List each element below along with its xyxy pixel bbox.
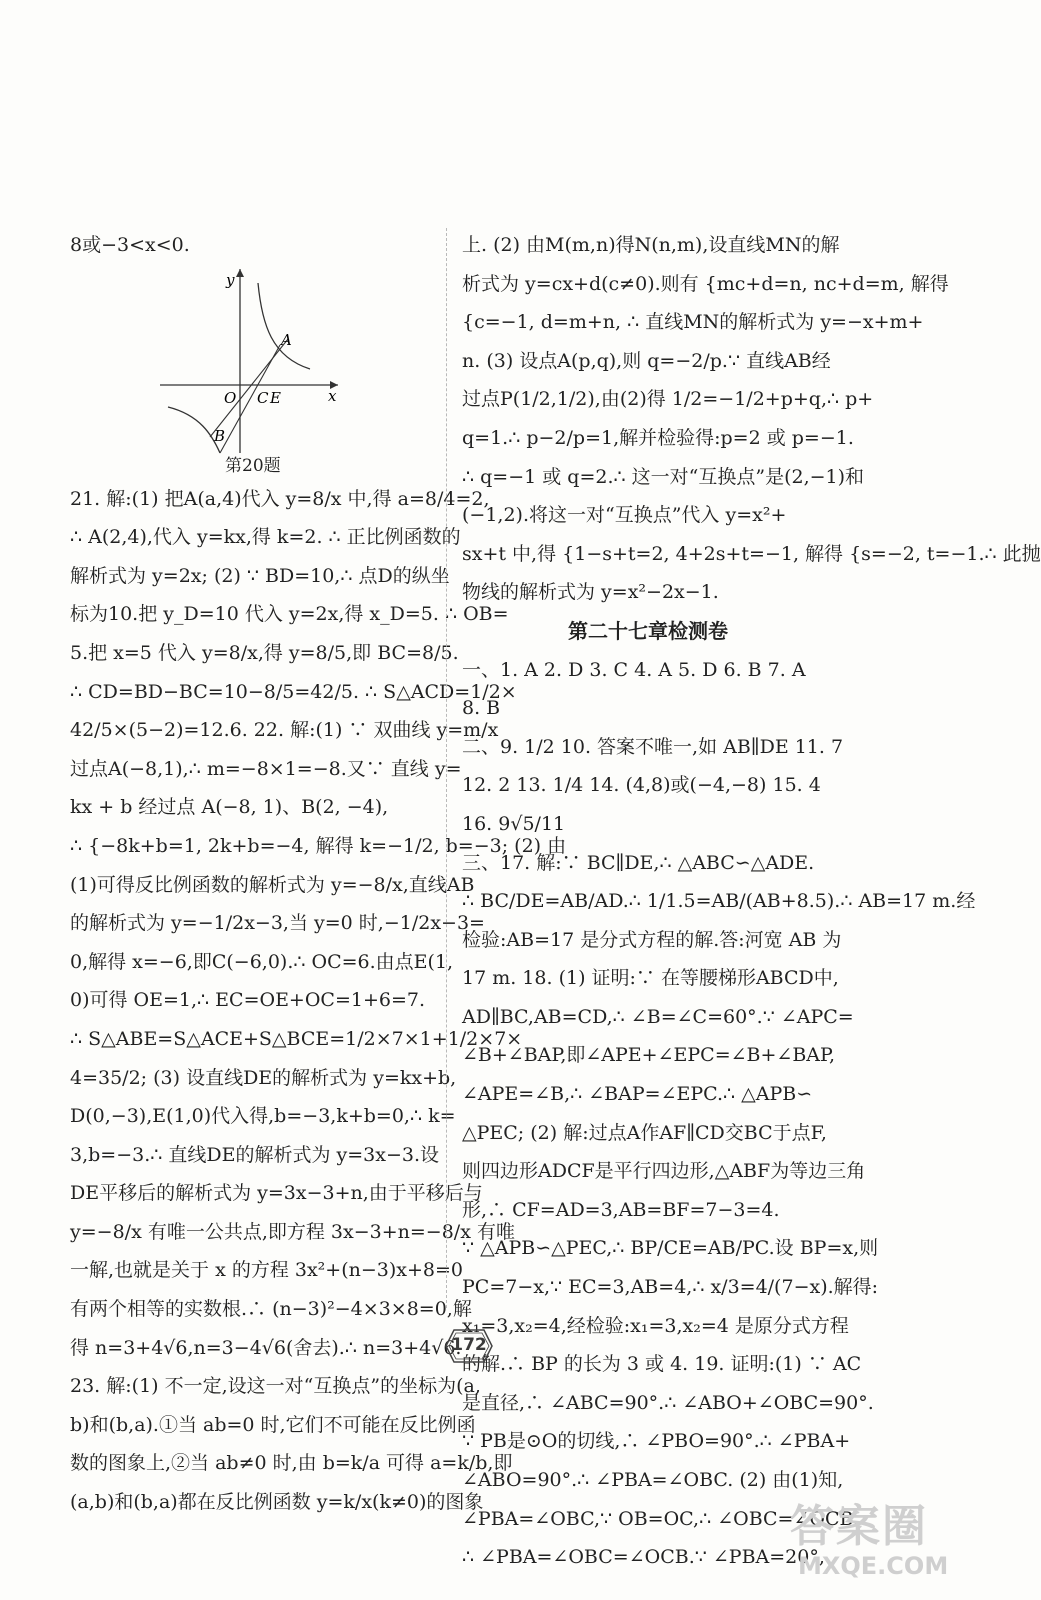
text-line: 上. (2) 由M(m,n)得N(n,m),设直线MN的解 — [462, 234, 840, 256]
text-line: ∴ CD=BD−BC=10−8/5=42/5. ∴ S△ACD=1/2× — [70, 680, 517, 703]
text-line: △PEC; (2) 解:过点A作AF∥CD交BC于点F, — [462, 1121, 827, 1144]
text-line: 有两个相等的实数根.∴ (n−3)²−4×3×8=0,解 — [70, 1298, 472, 1321]
point-e-label: E — [270, 388, 281, 407]
text-line: 的解.∴ BP 的长为 3 或 4. 19. 证明:(1) ∵ AC — [462, 1353, 862, 1376]
text-line: D(0,−3),E(1,0)代入得,b=−3,k+b=0,∴ k= — [70, 1105, 456, 1128]
text-line: ∠ABO=90°.∴ ∠PBA=∠OBC. (2) 由(1)知, — [462, 1469, 844, 1491]
text-line: 的解析式为 y=−1/2x−3,当 y=0 时,−1/2x−3= — [70, 912, 485, 935]
figure-caption: 第20题 — [225, 455, 281, 476]
text-line: 8. B — [462, 697, 501, 720]
text-line: ∵ △APB∽△PEC,∴ BP/CE=AB/PC.设 BP=x,则 — [462, 1237, 879, 1260]
text-line: ∴ S△ABE=S△ACE+S△BCE=1/2×7×1+1/2×7× — [70, 1027, 523, 1050]
point-b-label: B — [214, 426, 226, 445]
text-line: ∴ A(2,4),代入 y=kx,得 k=2. ∴ 正比例函数的 — [70, 526, 461, 549]
y-axis-label: y — [226, 270, 235, 289]
text-line: x₁=3,x₂=4,经检验:x₁=3,x₂=4 是原分式方程 — [462, 1314, 849, 1337]
intro-line: 8或−3<x<0. — [70, 234, 190, 256]
text-line: 0)可得 OE=1,∴ EC=OE+OC=1+6=7. — [70, 989, 426, 1012]
text-line: AD∥BC,AB=CD,∴ ∠B=∠C=60°.∵ ∠APC= — [462, 1005, 854, 1028]
text-line: 过点A(−8,1),∴ m=−8×1=−8.又∵ 直线 y= — [70, 757, 462, 780]
text-line: n. (3) 设点A(p,q),则 q=−2/p.∵ 直线AB经 — [462, 349, 831, 372]
text-line: 形,∴ CF=AD=3,AB=BF=7−3=4. — [462, 1198, 780, 1221]
text-line: 三、17. 解:∵ BC∥DE,∴ △ABC∽△ADE. — [462, 851, 815, 874]
text-line: b)和(b,a).①当 ab=0 时,它们不可能在反比例函 — [70, 1413, 476, 1436]
origin-label: O — [224, 388, 237, 407]
text-line: 0,解得 x=−6,即C(−6,0).∴ OC=6.由点E(1, — [70, 950, 454, 973]
text-line: kx + b 经过点 A(−8, 1)、B(2, −4), — [70, 796, 389, 819]
text-line: ∴ BC/DE=AB/AD.∴ 1/1.5=AB/(AB+8.5).∴ AB=17 m.经 — [462, 890, 976, 913]
text-line: 过点P(1/2,1/2),由(2)得 1/2=−1/2+p+q,∴ p+ — [462, 388, 874, 411]
text-line: 是直径,∴ ∠ABC=90°.∴ ∠ABO+∠OBC=90°. — [462, 1391, 874, 1414]
text-line: ∠B+∠BAP,即∠APE+∠EPC=∠B+∠BAP, — [462, 1044, 836, 1067]
text-line: 5.把 x=5 代入 y=8/x,得 y=8/5,即 BC=8/5. — [70, 641, 459, 664]
text-line: 检验:AB=17 是分式方程的解.答:河宽 AB 为 — [462, 928, 842, 951]
text-line: ∴ q=−1 或 q=2.∴ 这一对“互换点”是(2,−1)和 — [462, 465, 865, 488]
x-axis-label: x — [328, 386, 337, 405]
point-c-label: C — [257, 388, 269, 407]
text-line: ∠PBA=∠OBC,∵ OB=OC,∴ ∠OBC=∠OCB. — [462, 1507, 860, 1530]
text-line: sx+t 中,得 {1−s+t=2, 4+2s+t=−1, 解得 {s=−2, t=−1.∴ 此抛 — [462, 542, 1041, 565]
text-line: y=−8/x 有唯一公共点,即方程 3x−3+n=−8/x 有唯 — [70, 1220, 515, 1243]
text-line: (−1,2).将这一对“互换点”代入 y=x²+ — [462, 504, 787, 527]
text-line: 17 m. 18. (1) 证明:∵ 在等腰梯形ABCD中, — [462, 967, 839, 990]
text-line: 4=35/2; (3) 设直线DE的解析式为 y=kx+b, — [70, 1066, 457, 1089]
text-line: 16. 9√5/11 — [462, 812, 566, 835]
watermark-logo: 答案圈 — [790, 1501, 928, 1552]
watermark — [790, 1490, 960, 1590]
text-line: 数的图象上,②当 ab≠0 时,由 b=k/a 可得 a=k/b,即 — [70, 1452, 513, 1475]
text-line: {c=−1, d=m+n, ∴ 直线MN的解析式为 y=−x+m+ — [462, 311, 924, 334]
text-line: ∴ {−8k+b=1, 2k+b=−4, 解得 k=−1/2, b=−3; (2) 由 — [70, 834, 567, 857]
figure-20 — [70, 265, 438, 480]
text-line: 12. 2 13. 1/4 14. (4,8)或(−4,−8) 15. 4 — [462, 774, 821, 797]
text-line: 3,b=−3.∴ 直线DE的解析式为 y=3x−3.设 — [70, 1143, 440, 1166]
text-line: 二、9. 1/2 10. 答案不唯一,如 AB∥DE 11. 7 — [462, 735, 844, 758]
text-line: 一、1. A 2. D 3. C 4. A 5. D 6. B 7. A — [462, 658, 806, 681]
text-line: (a,b)和(b,a)都在反比例函数 y=k/x(k≠0)的图象 — [70, 1491, 484, 1514]
text-line: (1)可得反比例函数的解析式为 y=−8/x,直线AB — [70, 873, 475, 896]
point-a-label: A — [281, 330, 292, 349]
hyperbola-graph — [160, 265, 340, 455]
text-line: DE平移后的解析式为 y=3x−3+n,由于平移后与 — [70, 1182, 483, 1205]
text-line: 物线的解析式为 y=x²−2x−1. — [462, 581, 719, 604]
text-line: 解析式为 y=2x; (2) ∵ BD=10,∴ 点D的纵坐 — [70, 564, 450, 587]
text-line: q=1.∴ p−2/p=1,解并检验得:p=2 或 p=−1. — [462, 426, 854, 449]
text-line: 一解,也就是关于 x 的方程 3x²+(n−3)x+8=0 — [70, 1259, 464, 1282]
text-line: ∵ PB是⊙O的切线,∴ ∠PBO=90°.∴ ∠PBA+ — [462, 1430, 851, 1453]
text-line: 42/5×(5−2)=12.6. 22. 解:(1) ∵ 双曲线 y=m/x — [70, 719, 499, 742]
page-number: 172 — [451, 1335, 487, 1355]
text-line: 则四边形ADCF是平行四边形,△ABF为等边三角 — [462, 1160, 866, 1183]
text-line: 标为10.把 y_D=10 代入 y=2x,得 x_D=5. ∴ OB= — [70, 603, 509, 626]
section-title: 第二十七章检测卷 — [568, 618, 728, 643]
text-line: ∠APE=∠B,∴ ∠BAP=∠EPC.∴ △APB∽ — [462, 1083, 813, 1106]
page-number-badge — [444, 1328, 494, 1364]
text-line: 23. 解:(1) 不一定,设这一对“互换点”的坐标为(a, — [70, 1375, 481, 1398]
watermark-site: MXQE.COM — [798, 1552, 949, 1580]
text-line: 21. 解:(1) 把A(a,4)代入 y=8/x 中,得 a=8/4=2, — [70, 487, 490, 510]
text-line: PC=7−x,∵ EC=3,AB=4,∴ x/3=4/(7−x).解得: — [462, 1276, 879, 1299]
text-line: 得 n=3+4√6,n=3−4√6(舍去).∴ n=3+4√6. — [70, 1336, 462, 1359]
column-divider — [446, 228, 447, 1308]
text-line: ∴ ∠PBA=∠OBC=∠OCB.∵ ∠PBA=20°, — [462, 1546, 825, 1569]
text-line: 析式为 y=cx+d(c≠0).则有 {mc+d=n, nc+d=m, 解得 — [462, 272, 949, 295]
